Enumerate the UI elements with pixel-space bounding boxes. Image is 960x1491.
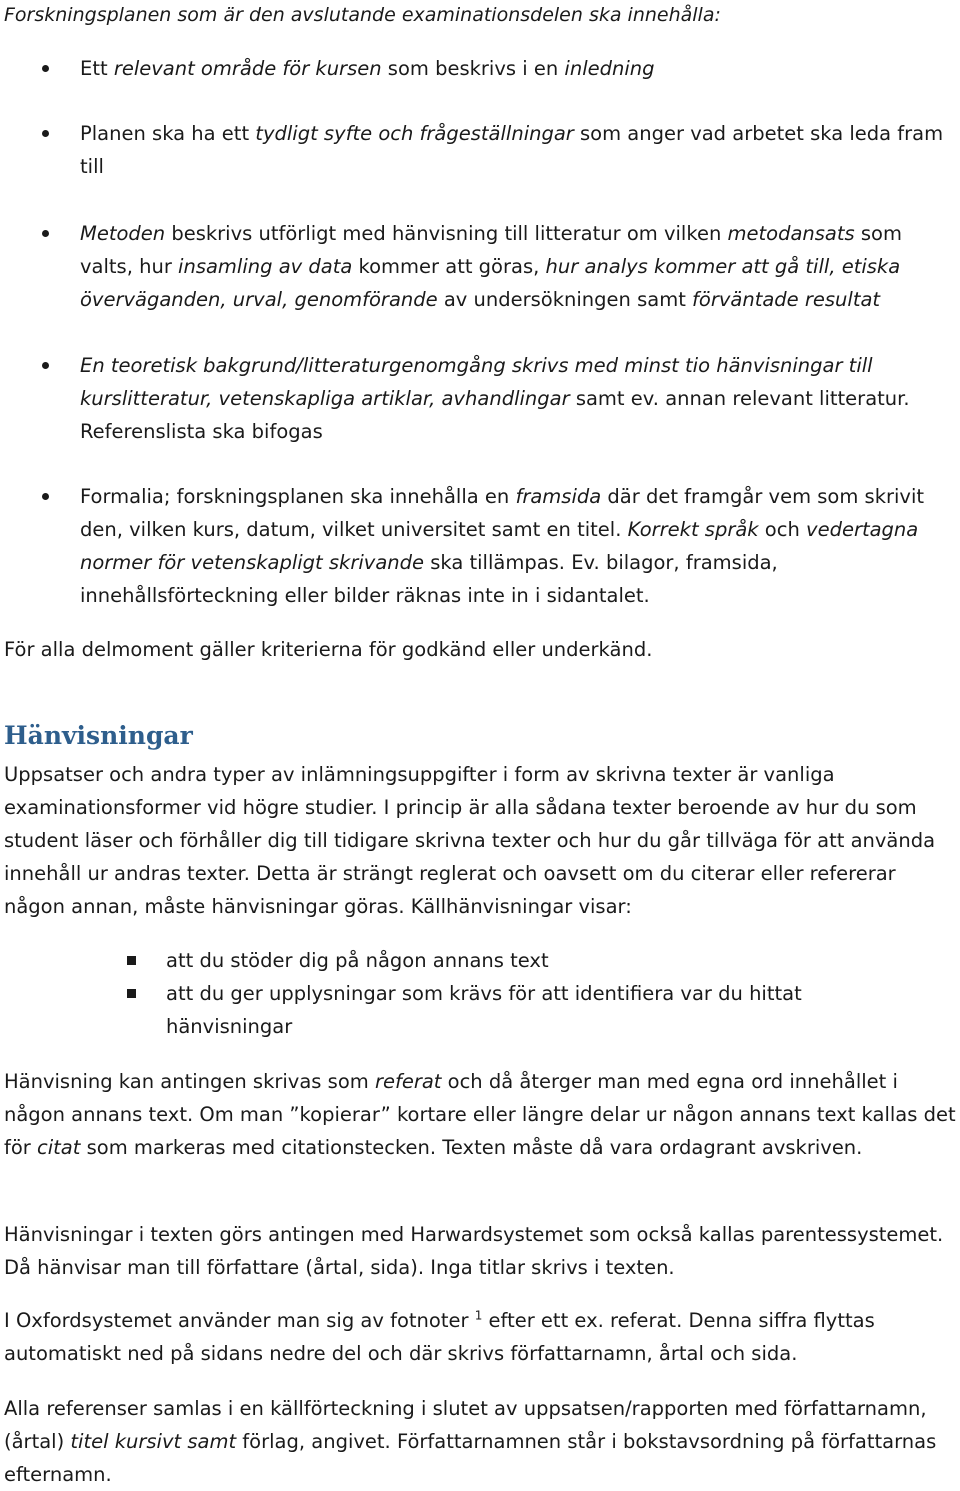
- intro-references-paragraph: Uppsatser och andra typer av inlämningsuppgifter i form av skrivna texter är vanliga examinationsformer vid högre studier. I princip är alla sådana texter beroende av hur du som student läser och förhåller dig till tidigare skrivna texter och hur du går tillväga för att använda innehåll ur andras texter. Detta är strängt reglerat och oavsett om du citerar eller refererar någon annan, måste hänvisningar göras. Källhänvisningar visar:: [4, 763, 936, 918]
- bullet-text: En teoretisk bakgrund/litteraturgenomgång skrivs med minst tio hänvisningar till kurslitteratur, vetenskapliga artiklar, avhandlingar samt ev. annan relevant litteratur. Referenslista ska bifogas: [80, 354, 910, 443]
- reference-list-paragraph: Alla referenser samlas i en källförteckning i slutet av uppsatsen/rapporten med författarnamn, (årtal) titel kursivt samt förlag, angivet. Författarnamnen står i bokstavsordning på författarnas efternamn.: [4, 1397, 937, 1486]
- bullet-dot: [42, 130, 49, 137]
- footnote-marker: 1: [474, 1308, 483, 1323]
- section-heading: Hänvisningar: [4, 721, 193, 750]
- bullet-dot: [42, 362, 49, 369]
- intro-text: Forskningsplanen som är den avslutande examinationsdelen ska innehålla:: [4, 4, 721, 26]
- criteria-paragraph: För alla delmoment gäller kriterierna för godkänd eller underkänd.: [4, 638, 653, 661]
- square-bullet-icon: [127, 956, 136, 965]
- square-bullet-text: att du ger upplysningar som krävs för att identifiera var du hittat hänvisningar: [166, 982, 802, 1038]
- harvard-paragraph: Hänvisningar i texten görs antingen med Harwardsystemet som också kallas parentessystemet. Då hänvisar man till författare (årtal, sida). Inga titlar skrivs i texten.: [4, 1223, 944, 1279]
- bullet-text: Formalia; forskningsplanen ska innehålla en framsida där det framgår vem som skrivit den, vilken kurs, datum, vilket universitet samt en titel. Korrekt språk och vedertagna normer för vetenskapligt skrivande ska tillämpas. Ev. bilagor, framsida, innehållsförteckning eller bilder räknas inte in i sidantalet.: [80, 485, 925, 607]
- bullet-text: Metoden beskrivs utförligt med hänvisning till litteratur om vilken metodansats som valts, hur insamling av data kommer att göras, hur analys kommer att gå till, etiska överväganden, urval, genomförande av undersökningen samt förväntade resultat: [80, 222, 902, 311]
- square-bullet-icon: [127, 989, 136, 998]
- square-bullet-text: att du stöder dig på någon annans text: [166, 949, 549, 972]
- bullet-dot: [42, 230, 49, 237]
- bullet-dot: [42, 65, 49, 72]
- oxford-paragraph: I Oxfordsystemet använder man sig av fotnoter $^1$ efter ett ex. referat. Denna siffra flyttas automatiskt ned på sidans nedre del och där skrivs författarnamn, årtal och sida.: [4, 1308, 875, 1365]
- bullet-dot: [42, 493, 49, 500]
- bullet-text: Ett relevant område för kursen som beskrivs i en inledning: [80, 57, 655, 80]
- bullet-text: Planen ska ha ett tydligt syfte och frågeställningar som anger vad arbetet ska leda fram till: [80, 122, 944, 178]
- referat-paragraph: Hänvisning kan antingen skrivas som referat och då återger man med egna ord innehållet i någon annans text. Om man ”kopierar” kortare eller längre delar ur någon annans text kallas det för citat som markeras med citationstecken. Texten måste då vara ordagrant avskriven.: [4, 1070, 956, 1159]
